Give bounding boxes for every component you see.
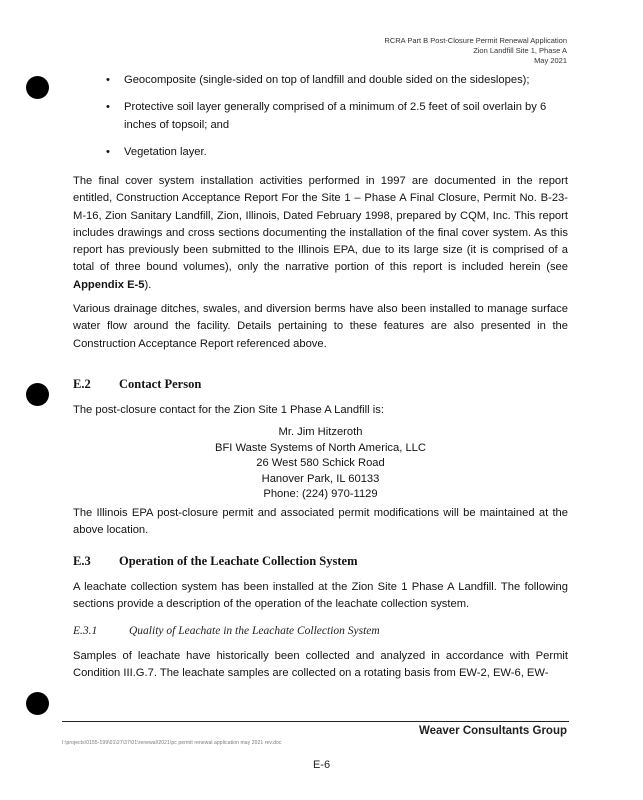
page-number: E-6 — [312, 759, 331, 771]
section-heading-e2 — [73, 377, 568, 392]
body-paragraph-report: The final cover system installation activities performed in 1997 are documented in the report entitled, Construction Acceptance Report For the Site 1 – Phase A Final Closure, Permit No. B-23-M-16, Zion Sanitary Landfill, Zion, Illinois, Dated February 1998, prepared by CQM, Inc. This report includes drawings and cross sections documenting the installation of the final cover system. As this report has previously been submitted to the Illinois EPA, due to its large size (it is comprised of a total of three bound volumes), only the narrative portion of this report is included herein (see Appendix E-5). — [73, 175, 568, 291]
cover-layers-list — [73, 72, 568, 171]
leachate-quality-paragraph: Samples of leachate have historically been collected and analyzed in accordance with Permit Condition III.G.7. The leachate samples are collected on a rotating basis from EW-2, EW-6, EW- — [73, 650, 568, 680]
footer-divider — [62, 721, 569, 722]
section-number: E.3 — [73, 554, 91, 568]
footer-company: Weaver Consultants Group — [418, 725, 567, 737]
contact-closing-paragraph: The Illinois EPA post-closure permit and associated permit modifications will be maintained at the above location. — [73, 507, 568, 537]
list-item: • Vegetation layer. — [73, 144, 568, 161]
punch-hole-middle — [26, 383, 49, 406]
bullet-icon: • — [106, 145, 110, 158]
footer-file-path: I:\projects\0155-199\01\27\37\01\renewal\2021\pc permit renewal application may 2021 rev.doc — [62, 740, 282, 746]
contact-city: Hanover Park, IL 60133 — [261, 472, 380, 485]
body-paragraph-drainage: Various drainage ditches, swales, and diversion berms have also been installed to manage surface water flow around the facility. Details pertaining to these features are also presented in the Construction Acceptance Report referenced above. — [73, 303, 568, 350]
leachate-intro-paragraph: A leachate collection system has been installed at the Zion Site 1 Phase A Landfill. The following sections provide a description of the operation of the leachate collection system. — [73, 581, 568, 611]
punch-hole-bottom — [26, 692, 49, 715]
punch-hole-top — [26, 76, 49, 99]
section-title: Contact Person — [119, 377, 202, 391]
contact-company: BFI Waste Systems of North America, LLC — [215, 441, 426, 454]
contact-street: 26 West 580 Schick Road — [256, 457, 385, 469]
section-title: Operation of the Leachate Collection System — [119, 554, 358, 568]
bullet-icon: • — [106, 74, 110, 86]
header-date: May 2021 — [534, 56, 567, 65]
appendix-reference: Appendix E-5 — [73, 278, 145, 291]
list-item: • Protective soil layer generally comprised of a minimum of 2.5 feet of soil overlain by 6 inches of topsoil; and — [106, 101, 547, 131]
header-title: RCRA Part B Post-Closure Permit Renewal Application — [384, 36, 567, 45]
contact-name: Mr. Jim Hitzeroth — [278, 426, 363, 438]
bullet-icon: • — [106, 101, 110, 114]
section-number: E.3.1 — [73, 625, 98, 637]
contact-intro: The post-closure contact for the Zion Site 1 Phase A Landfill is: — [73, 404, 384, 416]
contact-phone: Phone: (224) 970-1129 — [263, 488, 378, 500]
section-heading-e3 — [73, 554, 568, 569]
header-site: Zion Landfill Site 1, Phase A — [473, 46, 567, 55]
contact-block — [73, 425, 568, 503]
section-number: E.2 — [73, 377, 91, 391]
section-title: Quality of Leachate in the Leachate Collection System — [129, 625, 380, 637]
running-header — [384, 36, 567, 66]
list-item: • Geocomposite (single-sided on top of landfill and double sided on the sideslopes); — [73, 72, 568, 89]
section-heading-e31 — [73, 625, 568, 637]
